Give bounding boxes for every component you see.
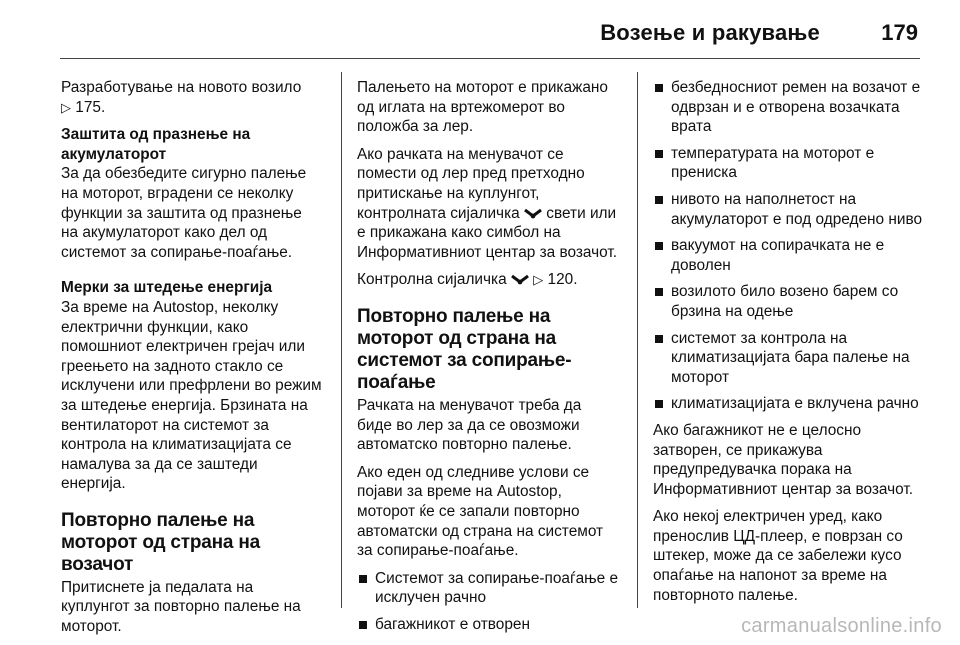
list-item: багажникот е отворен: [357, 615, 619, 635]
page-reference[interactable]: ▷ 175.: [61, 98, 106, 116]
section-heading: Повторно палење на моторот од страна на возачот: [61, 509, 261, 575]
paragraph: Притиснете ја педалата на куплунгот за повторно палење на моторот.: [61, 578, 301, 636]
bullet-square-icon: [655, 84, 663, 92]
column-2: [357, 78, 619, 641]
column-3: [653, 78, 923, 613]
section-heading: Повторно палење на моторот од страна на системот за сопирање-поаѓање: [357, 305, 572, 393]
watermark: carmanualsonline.info: [741, 615, 942, 637]
page-reference[interactable]: ▷ 120.: [533, 271, 578, 289]
bullet-square-icon: [655, 335, 663, 343]
paragraph: Ако еден од следниве услови се појави за време на Autostop, моторот ќе се запали повторно автоматски од страна на системот за сопирање-поаѓање.: [357, 463, 604, 560]
paragraph: Ако некој електричен уред, како пренослив ЦД-плеер, е поврзан со штекер, може да се забележи кусо опаѓање на напонот за време на повторното палење.: [653, 508, 903, 604]
paragraph: Ако рачката на менувачот се помести од лер пред претходно притискање на куплунгот, контролната сијаличка свети или е прикажана како симбол на Информативниот центар за возачот.: [357, 145, 618, 261]
condition-list: [357, 569, 619, 635]
list-item: температурата на моторот е прениска: [653, 144, 923, 183]
stop-start-lamp-icon: [524, 207, 542, 219]
paragraph: Палењето на моторот е прикажано од иглата на вртежомерот во положба за лер.: [357, 79, 608, 136]
stop-start-lamp-icon: [511, 273, 529, 285]
triangle-arrow-icon: ▷: [61, 99, 71, 115]
bullet-square-icon: [655, 242, 663, 250]
header-divider: [60, 58, 920, 59]
paragraph: За да обезбедите сигурно палење на моторот, вградени се неколку функции за заштита од празнење на акумулаторот како дел од системот за сопирање-поаѓање.: [61, 165, 307, 261]
list-item: климатизацијата е вклучена рачно: [653, 394, 923, 414]
bullet-square-icon: [359, 575, 367, 583]
page-number: 179: [881, 20, 918, 45]
column-1: [61, 78, 323, 645]
paragraph: Рачката на менувачот треба да биде во лер за да се овозможи автоматско повторно палење.: [357, 396, 582, 454]
bullet-square-icon: [655, 288, 663, 296]
page-header: [60, 14, 920, 58]
subheading: Заштита од празнење на акумулаторот: [61, 126, 251, 163]
column-divider-2: [637, 72, 638, 608]
paragraph: За време на Autostop, неколку електрични функции, како помошниот електричен грејач или греењето на задното стакло се исклучени или префрлени во режим за штедење енергија. Брзината на вентилаторот на системот за контрола на климатизацијата се намалува за да се заштеди енергија.: [61, 298, 322, 493]
list-item: безбедносниот ремен на возачот е одврзан и е отворена возачката врата: [653, 78, 923, 137]
bullet-square-icon: [655, 196, 663, 204]
list-item: вакуумот на сопирачката не е доволен: [653, 236, 923, 275]
triangle-arrow-icon: ▷: [533, 272, 544, 288]
bullet-square-icon: [359, 621, 367, 629]
paragraph: Ако багажникот не е целосно затворен, се прикажува предупредувачка порака на Информативниот центар за возачот.: [653, 421, 914, 498]
paragraph: Разработување на новото возило ▷ 175.: [61, 79, 302, 116]
paragraph: Контролна сијаличка ▷ 120.: [357, 271, 578, 289]
condition-list: [653, 78, 923, 414]
bullet-square-icon: [655, 400, 663, 408]
list-item: возилото било возено барем со брзина на одење: [653, 282, 923, 321]
subheading: Мерки за штедење енергија: [61, 279, 273, 297]
header-title: Возење и ракување: [600, 20, 820, 45]
list-item: системот за контрола на климатизацијата бара палење на моторот: [653, 329, 923, 388]
column-divider-1: [341, 72, 342, 608]
bullet-square-icon: [655, 150, 663, 158]
list-item: нивото на наполнетост на акумулаторот е под одредено ниво: [653, 190, 923, 229]
list-item: Системот за сопирање-поаѓање е исклучен рачно: [357, 569, 619, 608]
